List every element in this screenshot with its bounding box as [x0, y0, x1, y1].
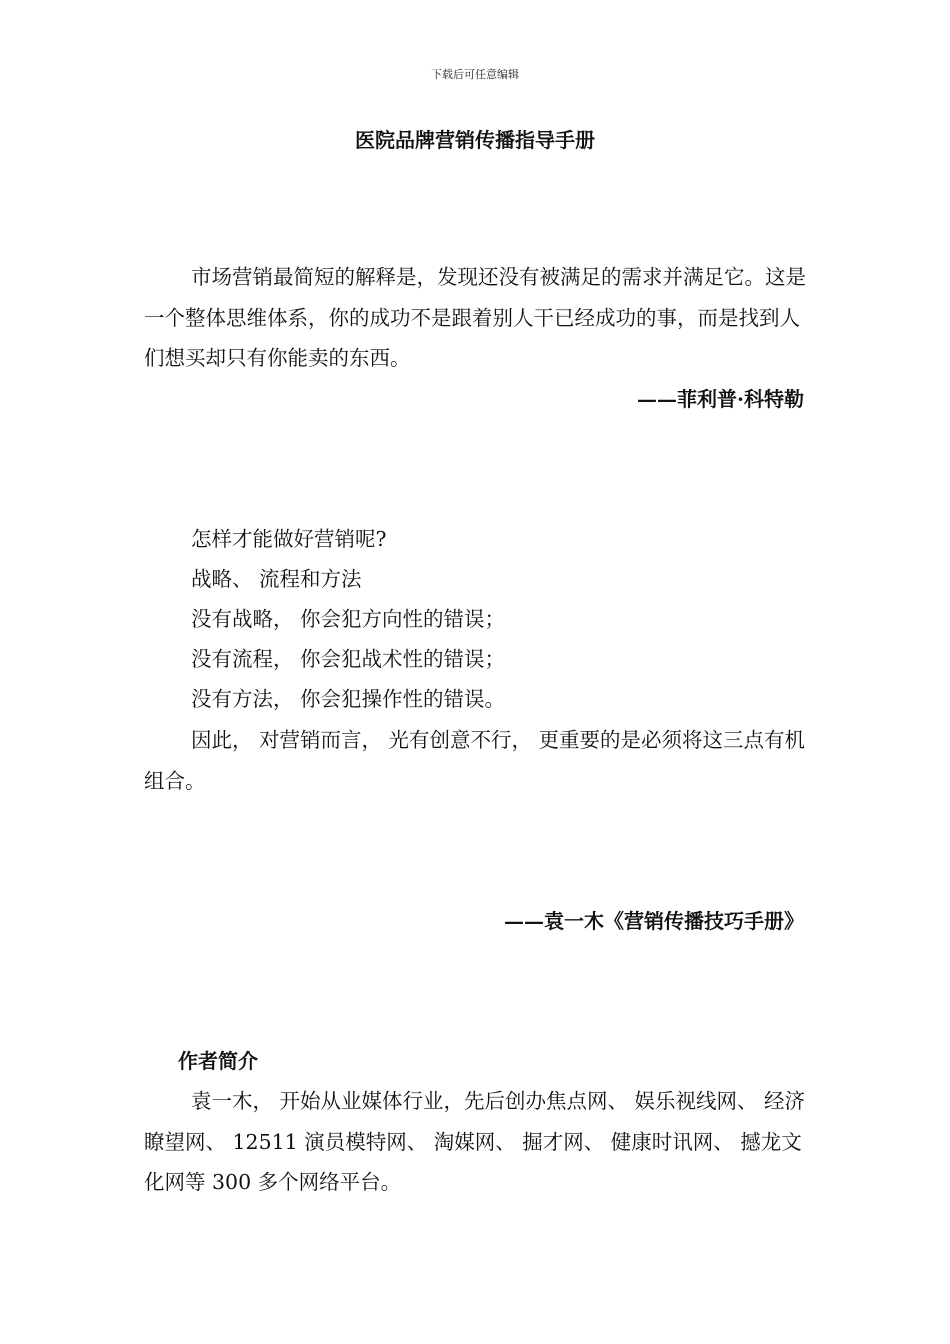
answer-line: 战略、 流程和方法	[191, 567, 362, 591]
quote-paragraph: 市场营销最简短的解释是，发现还没有被满足的需求并满足它。这是一个整体思维体系，你的成功不是跟着别人干已经成功的事，而是找到人们想买却只有你能卖的东西。	[144, 265, 806, 370]
method-line: 没有方法， 你会犯操作性的错误。	[191, 687, 506, 711]
document-title: 医院品牌营销传播指导手册	[355, 128, 595, 152]
strategy-line: 没有战略， 你会犯方向性的错误；	[191, 607, 506, 631]
conclusion-paragraph: 因此， 对营销而言， 光有创意不行， 更重要的是必须将这三点有机组合。	[144, 728, 806, 793]
author-heading: 作者简介	[178, 1049, 258, 1073]
book-attribution: ——袁一木《营销传播技巧手册》	[504, 909, 804, 933]
page-header: 下载后可任意编辑	[431, 68, 519, 81]
process-line: 没有流程， 你会犯战术性的错误；	[191, 647, 506, 671]
quote-attribution: ——菲利普·科特勒	[637, 387, 804, 411]
question-line: 怎样才能做好营销呢?	[191, 527, 387, 551]
author-bio: 袁一木， 开始从业媒体行业，先后创办焦点网、 娱乐视线网、 经济瞭望网、 12511 演员模特网、 淘媒网、 掘才网、 健康时讯网、 撼龙文化网等 300 多个网络平台。	[144, 1089, 806, 1194]
